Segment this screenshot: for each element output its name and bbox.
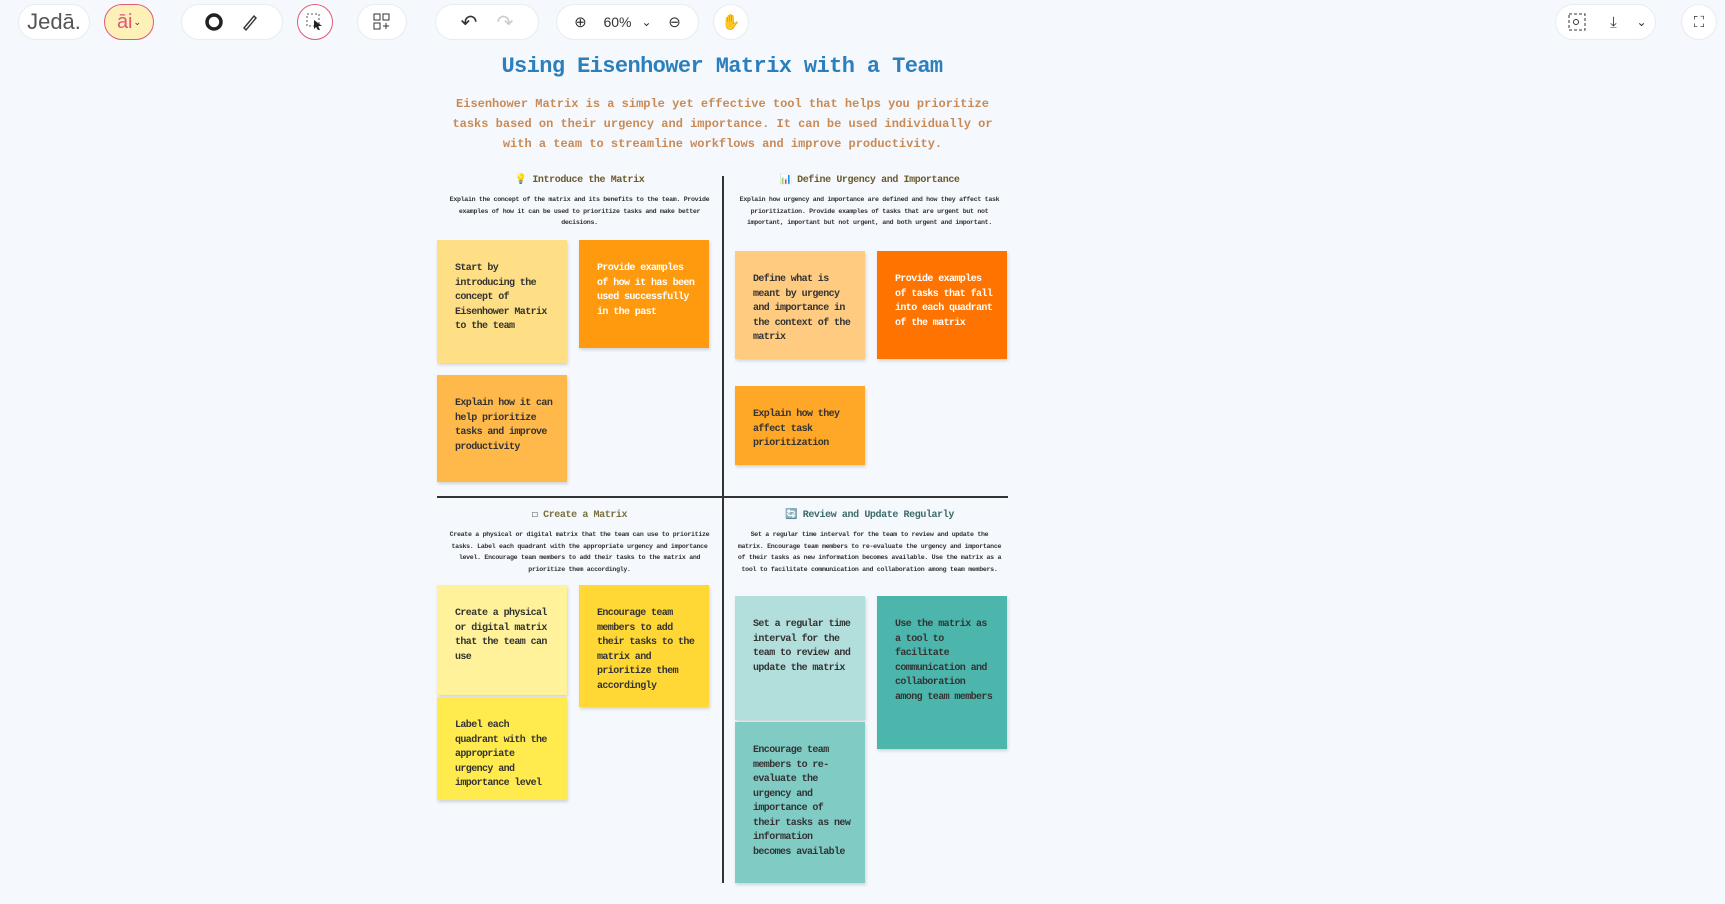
insert-menu-button[interactable]: [357, 4, 407, 40]
select-cursor-icon: [302, 9, 328, 35]
download-icon[interactable]: ⤓: [1610, 13, 1617, 31]
history-controls: [435, 4, 539, 40]
draw-tools: [181, 4, 283, 40]
chevron-down-icon: ⌄: [133, 16, 142, 27]
select-tool-button[interactable]: [297, 4, 333, 40]
quadrant-description: Explain how urgency and importance are defined and how they affect task prioritization. Provide examples of tasks that are urgent but not important, important but not urgent, and both urgent and important.: [739, 196, 1000, 226]
presentation-button[interactable]: [1681, 4, 1717, 40]
sticky-note[interactable]: Explain how they affect task prioritization: [735, 386, 865, 465]
sticky-note[interactable]: Encourage team members to add their tasks to the matrix and prioritize them accordingly: [579, 585, 709, 707]
presenter-icon: ⛶: [1693, 13, 1705, 31]
quadrant-heading: [437, 174, 722, 186]
sticky-note[interactable]: Provide examples of how it has been used successfully in the past: [579, 240, 709, 348]
sticky-note[interactable]: Start by introducing the concept of Eisenhower Matrix to the team: [437, 240, 567, 363]
zoom-in-icon[interactable]: ⊕: [574, 14, 587, 31]
quadrant-heading: [727, 509, 1012, 521]
hand-tool-button[interactable]: [713, 4, 749, 40]
sticky-note[interactable]: Use the matrix as a tool to facilitate communication and collaboration among team members: [877, 596, 1007, 749]
hand-icon: ✋: [721, 14, 741, 31]
sticky-note[interactable]: Label each quadrant with the appropriate urgency and importance level: [437, 697, 567, 800]
shape-circle-icon[interactable]: [201, 9, 227, 35]
sticky-note[interactable]: Encourage team members to re-evaluate the urgency and importance of their tasks as new information becomes available: [735, 722, 865, 883]
quadrant-heading: [437, 509, 722, 521]
zoom-level[interactable]: 60%: [603, 14, 632, 30]
heading-text: Review and Update Regularly: [802, 510, 954, 521]
sticky-note[interactable]: Set a regular time interval for the team to review and update the matrix: [735, 596, 865, 720]
grid-add-icon: [369, 9, 395, 35]
logo-text: Jedā.: [27, 9, 81, 34]
horizontal-divider: [437, 496, 1008, 498]
square-icon: ☐: [531, 510, 538, 521]
ai-label: āi: [116, 10, 133, 33]
chevron-down-icon[interactable]: ⌄: [1636, 15, 1647, 29]
sticky-note[interactable]: Explain how it can help prioritize tasks and improve productivity: [437, 375, 567, 482]
logo[interactable]: [18, 4, 90, 40]
ai-button[interactable]: [104, 4, 154, 40]
sticky-note[interactable]: Create a physical or digital matrix that the team can use: [437, 585, 567, 695]
screenshot-icon[interactable]: [1564, 9, 1590, 35]
sticky-note[interactable]: Provide examples of tasks that fall into each quadrant of the matrix: [877, 251, 1007, 359]
bar-chart-icon: 📊: [779, 175, 792, 186]
undo-icon[interactable]: ↶: [460, 11, 478, 34]
quadrant-heading: [727, 174, 1012, 186]
chevron-down-icon[interactable]: ⌄: [641, 15, 652, 29]
vertical-divider: [722, 176, 724, 883]
redo-icon[interactable]: ↷: [496, 11, 514, 34]
zoom-out-icon[interactable]: ⊖: [668, 14, 681, 31]
heading-text: Create a Matrix: [543, 510, 628, 521]
quadrant-description: Set a regular time interval for the team to review and update the matrix. Encourage team members to re-evaluate the urgency and importance of their tasks as new information becomes available. Use the matrix as a tool to facilitate communication and collaboration among team members.: [737, 531, 1002, 573]
page-subtitle: Eisenhower Matrix is a simple yet effective tool that helps you prioritize tasks based on their urgency and importance. It can be used individually or with a team to streamline workflows and improve productivity.: [452, 97, 993, 151]
heading-text: Introduce the Matrix: [532, 175, 645, 186]
export-controls: [1555, 4, 1656, 40]
zoom-controls: [556, 4, 699, 40]
page-title: Using Eisenhower Matrix with a Team: [501, 54, 943, 79]
lightbulb-icon: 💡: [514, 175, 527, 186]
sticky-note[interactable]: Define what is meant by urgency and importance in the context of the matrix: [735, 251, 865, 359]
quadrant-description: Create a physical or digital matrix that the team can use to prioritize tasks. Label each quadrant with the appropriate urgency and importance level. Encourage team members to add their tasks to the matrix and prioritize them accordingly.: [449, 531, 710, 573]
pen-icon[interactable]: [237, 9, 263, 35]
quadrant-description: Explain the concept of the matrix and its benefits to the team. Provide examples of how it can be used to prioritize tasks and make better decisions.: [449, 196, 710, 226]
refresh-icon: 🔄: [785, 510, 798, 521]
heading-text: Define Urgency and Importance: [797, 175, 960, 186]
